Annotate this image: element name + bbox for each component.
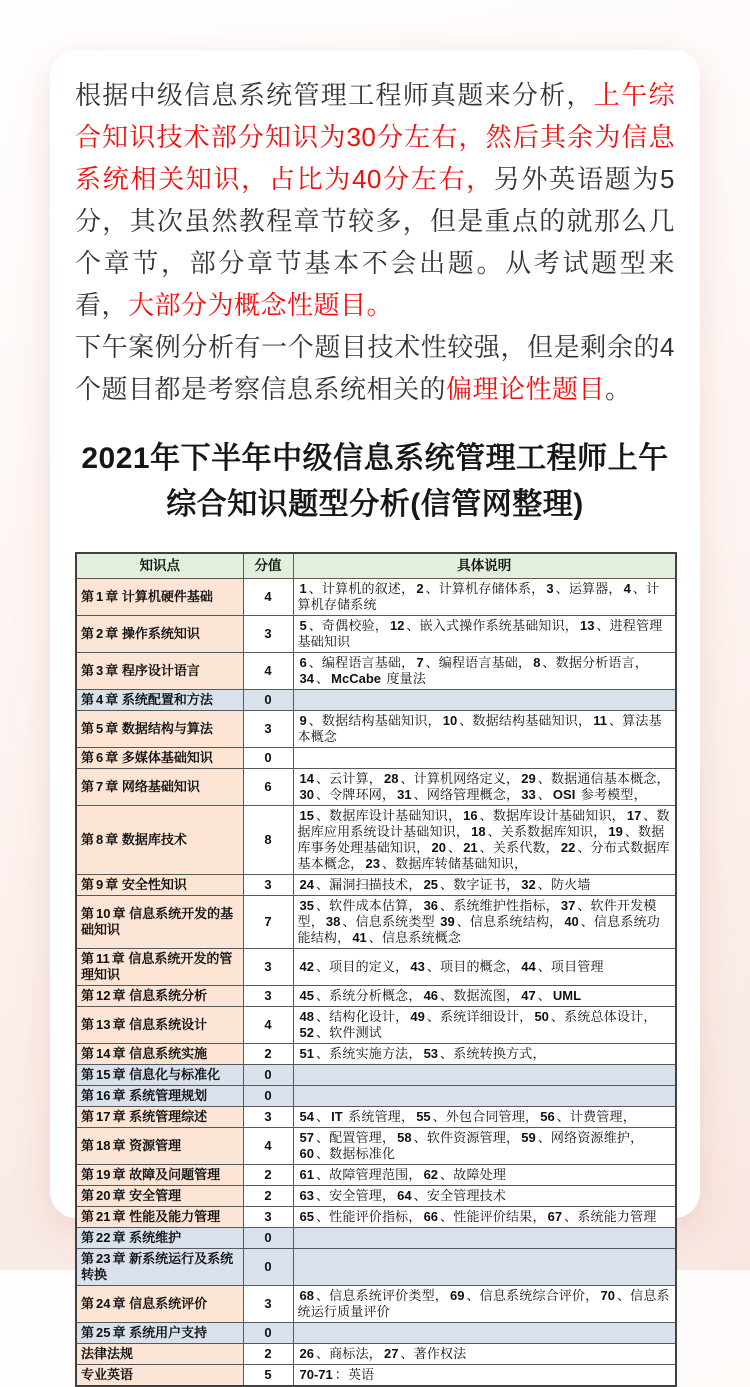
table-row [76,1322,676,1343]
table-row [76,805,676,874]
number-text: 46 [423,987,439,1003]
detail-cell: 65 、性能评价指标， 66 、性能评价结果， 67 、系统能力管理 [293,1206,676,1227]
number-text: 1 [96,588,104,604]
score-cell: 0 [243,1064,293,1085]
chapter-cell: 第 24 章 信息系统评价 [76,1285,243,1322]
detail-cell: 35 、软件成本估算， 36 、系统维护性指标， 37 、软件开发模型， 38 、信息系统类型 39 、信息系统结构， 40 、信息系统功能结构， 41 、信息系统概念 [293,895,676,948]
table-row [76,710,676,747]
score-cell: 6 [243,768,293,805]
number-text: 17 [626,807,642,823]
detail-cell [293,1085,676,1106]
table-row [76,1127,676,1164]
number-text: 37 [560,897,576,913]
number-text: 57 [299,1129,314,1145]
number-text: 7 [416,654,424,670]
number-text: 11 [96,950,110,966]
number-text: 38 [325,913,341,929]
number-text: 23 [365,855,380,871]
score-cell: 0 [243,747,293,768]
detail-cell: 57 、配置管理， 58 、软件资源管理， 59 、网络资源维护，60 、数据标准化 [293,1127,676,1164]
chapter-cell: 第 25 章 系统用户支持 [76,1322,243,1343]
body-text: 根据中级信息系统管理工程师真题来分析， [75,80,594,110]
number-text: 48 [299,1008,314,1024]
number-text: 62 [423,1166,439,1182]
chapter-cell: 第 5 章 数据结构与算法 [76,710,243,747]
number-text: 9 [299,712,307,728]
number-text: 63 [299,1187,314,1203]
number-text: 15 [299,807,314,823]
score-cell: 4 [243,652,293,689]
highlight-text: 上午综合知识技术部分知识为30分左右，然后其余为信息系统相关知识，占比为40分左右， [75,80,675,194]
number-text: 33 [521,786,536,802]
number-text: 52 [299,1024,314,1040]
number-text: 36 [423,897,439,913]
table-row [76,895,676,948]
detail-cell: 45 、系统分析概念， 46 、数据流图， 47 、 UML [293,985,676,1006]
table-row [76,1227,676,1248]
score-cell: 2 [243,1343,293,1364]
detail-cell: 61 、故障管理范围， 62 、故障处理 [293,1164,676,1185]
number-text: 59 [521,1129,536,1145]
table-header-row [76,553,676,578]
detail-cell: 26 、商标法， 27 、著作权法 [293,1343,676,1364]
chapter-cell: 第 11 章 信息系统开发的管理知识 [76,948,243,985]
score-cell: 4 [243,1006,293,1043]
chapter-cell: 第 7 章 网络基础知识 [76,768,243,805]
table-row [76,1085,676,1106]
number-text: 17 [96,1108,111,1124]
column-header: 具体说明 [293,553,676,578]
table-row [76,615,676,652]
body-text: 。 [605,374,632,404]
number-text: 53 [423,1045,439,1061]
number-text: 20 [96,1187,111,1203]
number-text: 29 [521,770,536,786]
number-text: 40 [564,913,579,929]
intro-paragraph [75,326,675,410]
table-row [76,1064,676,1085]
number-text: 69 [449,1287,465,1303]
chapter-cell: 第 9 章 安全性知识 [76,874,243,895]
number-text: 67 [547,1208,563,1224]
table-row [76,1206,676,1227]
number-text: 49 [410,1008,425,1024]
score-cell: 3 [243,1206,293,1227]
number-text: 24 [299,876,314,892]
chapter-cell: 第 14 章 信息系统实施 [76,1043,243,1064]
chapter-cell: 第 23 章 新系统运行及系统转换 [76,1248,243,1285]
number-text: 16 [463,807,478,823]
number-text: 5 [299,617,307,633]
detail-cell [293,1248,676,1285]
number-text: 61 [299,1166,314,1182]
detail-cell: 1 、计算机的叙述， 2 、计算机存储体系， 3 、运算器， 4 、计算机存储系统 [293,578,676,615]
table-row [76,1248,676,1285]
page-title: 2021年下半年中级信息系统管理工程师上午综合知识题型分析(信管网整理) [81,442,669,521]
number-text: 51 [299,1045,314,1061]
chapter-cell: 法律法规 [76,1343,243,1364]
table-header [76,553,676,578]
number-text: OSI [552,786,576,802]
score-cell: 2 [243,1185,293,1206]
detail-cell: 51 、系统实施方法， 53 、系统转换方式， [293,1043,676,1064]
number-text: 64 [397,1187,412,1203]
highlight-text: 偏理论性题目 [446,374,606,404]
number-text: 60 [299,1145,314,1161]
chapter-cell: 第 4 章 系统配置和方法 [76,689,243,710]
score-cell: 3 [243,1106,293,1127]
number-text: 2 [96,625,104,641]
chapter-cell: 第 6 章 多媒体基础知识 [76,747,243,768]
table-row [76,1285,676,1322]
table-row [76,1364,676,1386]
score-cell: 2 [243,1043,293,1064]
chapter-cell: 第 10 章 信息系统开发的基础知识 [76,895,243,948]
score-cell: 0 [243,689,293,710]
number-text: 58 [397,1129,412,1145]
score-cell: 5 [243,1364,293,1386]
number-text: 13 [580,617,595,633]
number-text: 12 [96,987,111,1003]
number-text: 15 [96,1066,111,1082]
score-cell: 2 [243,1164,293,1185]
score-cell: 0 [243,1085,293,1106]
number-text: 55 [416,1108,431,1124]
detail-cell: 42 、项目的定义， 43 、项目的概念， 44 、项目管理 [293,948,676,985]
score-cell: 3 [243,948,293,985]
detail-cell: 24 、漏洞扫描技术， 25 、数字证书， 32 、防火墙 [293,874,676,895]
chapter-cell: 第 20 章 安全管理 [76,1185,243,1206]
number-text: 6 [96,749,104,765]
number-text: 25 [96,1324,111,1340]
number-text: 22 [96,1229,111,1245]
detail-cell: 63 、安全管理， 64 、安全管理技术 [293,1185,676,1206]
table-row [76,948,676,985]
table-row [76,768,676,805]
number-text: 22 [560,839,576,855]
score-cell: 4 [243,578,293,615]
table-row [76,874,676,895]
number-text: 70 [600,1287,615,1303]
number-text: 14 [299,770,314,786]
number-text: 1 [299,580,307,596]
chapter-cell: 第 12 章 信息系统分析 [76,985,243,1006]
number-text: 20 [431,839,446,855]
number-text: 5 [96,720,104,736]
detail-cell: 5 、奇偶校验， 12 、嵌入式操作系统基础知识， 13 、进程管理基础知识 [293,615,676,652]
number-text: 34 [299,670,314,686]
table-row [76,1343,676,1364]
number-text: 68 [299,1287,314,1303]
table-row [76,1006,676,1043]
number-text: 16 [96,1087,111,1103]
chapter-cell: 第 21 章 性能及能力管理 [76,1206,243,1227]
score-cell: 3 [243,985,293,1006]
score-cell: 3 [243,1285,293,1322]
number-text: 11 [593,712,607,728]
table-body [76,578,676,1386]
number-text: McCabe [331,670,382,686]
number-text: 3 [546,580,554,596]
score-cell: 4 [243,1127,293,1164]
chapter-cell: 第 22 章 系统维护 [76,1227,243,1248]
number-text: 66 [423,1208,439,1224]
chapter-cell: 第 3 章 程序设计语言 [76,652,243,689]
score-cell: 7 [243,895,293,948]
detail-cell: 9 、数据结构基础知识， 10 、数据结构基础知识， 11 、算法基本概念 [293,710,676,747]
column-header: 知识点 [76,553,243,578]
table-row [76,652,676,689]
number-text: 28 [383,770,399,786]
table-row [76,1043,676,1064]
number-text: 56 [540,1108,555,1124]
number-text: 2 [416,580,424,596]
chapter-cell: 专业英语 [76,1364,243,1386]
table-row [76,578,676,615]
number-text: 4 [623,580,631,596]
number-text: 44 [521,958,536,974]
detail-cell: 6 、编程语言基础， 7 、编程语言基础， 8 、数据分析语言，34 、 McCabe 度量法 [293,652,676,689]
chapter-cell: 第 13 章 信息系统设计 [76,1006,243,1043]
number-text: 23 [96,1250,111,1266]
number-text: 4 [96,691,104,707]
number-text: 27 [383,1345,399,1361]
number-text: 54 [299,1108,314,1124]
number-text: 50 [534,1008,549,1024]
number-text: 18 [96,1137,111,1153]
number-text: 8 [533,654,541,670]
chapter-cell: 第 2 章 操作系统知识 [76,615,243,652]
number-text: 19 [96,1166,111,1182]
body-text: 另外英语题为5分，其次虽然教程章节较多，但是重点的就那么几个章节，部分章节基本不会出题。从考试题型来看， [75,164,675,320]
intro-paragraph [75,74,675,326]
detail-cell [293,1227,676,1248]
score-cell: 0 [243,1248,293,1285]
number-text: 32 [521,876,536,892]
table-row [76,689,676,710]
intro [75,74,675,410]
number-text: 10 [96,905,111,921]
analysis-table [75,552,677,1387]
number-text: 24 [96,1295,111,1311]
chapter-cell: 第 16 章 系统管理规划 [76,1085,243,1106]
highlight-text: 大部分为概念性题目。 [128,290,394,320]
number-text: 6 [299,654,307,670]
score-cell: 3 [243,874,293,895]
number-text: 47 [521,987,536,1003]
score-cell: 3 [243,710,293,747]
number-text: 18 [471,823,486,839]
number-text: UML [552,987,582,1003]
chapter-cell: 第 17 章 系统管理综述 [76,1106,243,1127]
number-text: 42 [299,958,314,974]
number-text: 45 [299,987,314,1003]
chapter-cell: 第 15 章 信息化与标准化 [76,1064,243,1085]
detail-cell [293,1322,676,1343]
table-row [76,985,676,1006]
number-text: 41 [352,929,367,945]
chapter-cell: 第 1 章 计算机硬件基础 [76,578,243,615]
table-row [76,1185,676,1206]
detail-cell [293,747,676,768]
number-text: 13 [96,1016,111,1032]
score-cell: 0 [243,1227,293,1248]
number-text: 70-71 [299,1366,333,1382]
number-text: IT [331,1108,343,1124]
number-text: 12 [389,617,405,633]
detail-cell: 48 、结构化设计， 49 、系统详细设计， 50 、系统总体设计，52 、软件测试 [293,1006,676,1043]
score-cell: 3 [243,615,293,652]
number-text: 25 [423,876,439,892]
detail-cell: 14 、云计算， 28 、计算机网络定义， 29 、数据通信基本概念，30 、令牌环网， 31 、网络管理概念， 33 、 OSI 参考模型， [293,768,676,805]
column-header: 分值 [243,553,293,578]
score-cell: 8 [243,805,293,874]
number-text: 3 [96,662,104,678]
table-row [76,747,676,768]
number-text: 65 [299,1208,314,1224]
number-text: 26 [299,1345,314,1361]
number-text: 7 [96,778,104,794]
number-text: 8 [96,831,104,847]
number-text: 21 [463,839,478,855]
number-text: 19 [608,823,623,839]
detail-cell: 15 、数据库设计基础知识， 16 、数据库设计基础知识， 17 、数据库应用系统设计基础知识， 18 、关系数据库知识， 19 、数据库事务处理基础知识， 20 、 21 、关系代数， 22 、分布式数据库基本概念， 23 、数据库转储基础知识， [293,805,676,874]
detail-cell: 68 、信息系统评价类型， 69 、信息系统综合评价， 70 、信息系统运行质量评价 [293,1285,676,1322]
score-cell: 0 [243,1322,293,1343]
detail-cell: 54 、 IT 系统管理， 55 、外包合同管理， 56 、计费管理， [293,1106,676,1127]
number-text: 39 [440,913,455,929]
article-card [50,50,700,1382]
body-text: 下午案例分析有一个题目技术性较强，但是剩余的4个题目都是考察信息系统相关的 [75,332,675,404]
table-row [76,1106,676,1127]
number-text: 10 [442,712,458,728]
number-text: 30 [299,786,314,802]
number-text: 21 [96,1208,111,1224]
number-text: 31 [397,786,412,802]
detail-cell [293,1064,676,1085]
detail-cell: 70-71 ：英语 [293,1364,676,1386]
number-text: 9 [96,876,104,892]
number-text: 43 [410,958,425,974]
number-text: 35 [299,897,314,913]
detail-cell [293,689,676,710]
chapter-cell: 第 19 章 故障及问题管理 [76,1164,243,1185]
table-row [76,1164,676,1185]
number-text: 14 [96,1045,111,1061]
chapter-cell: 第 8 章 数据库技术 [76,805,243,874]
chapter-cell: 第 18 章 资源管理 [76,1127,243,1164]
